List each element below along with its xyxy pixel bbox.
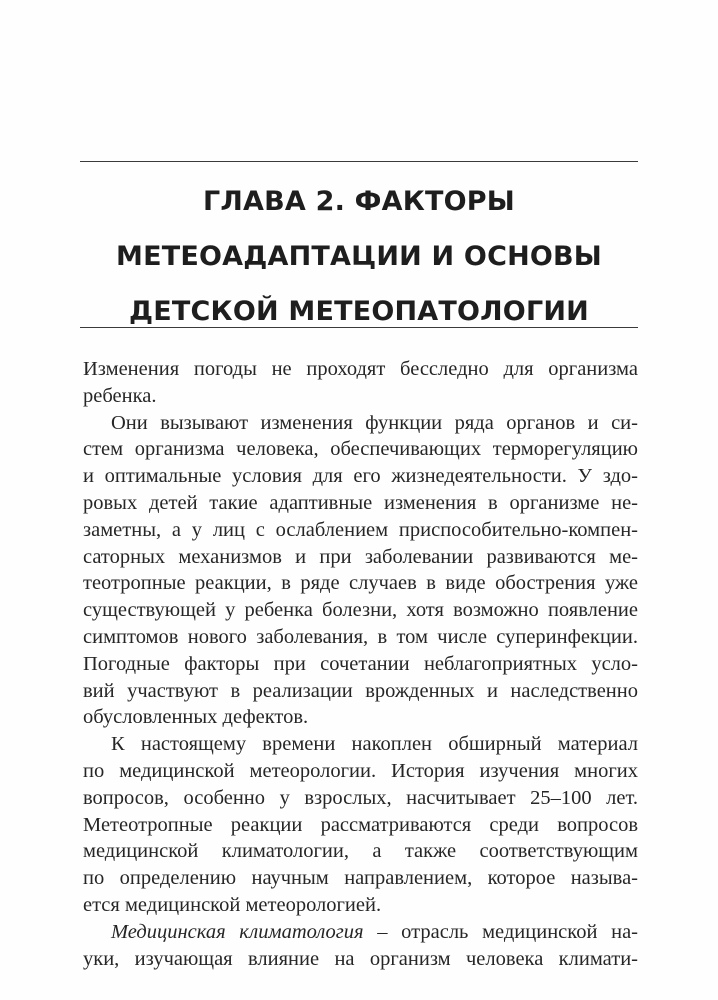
text-line: по определению научным направлением, которое называ- bbox=[83, 867, 638, 890]
chapter-heading-line: ДЕТСКОЙ МЕТЕОПАТОЛОГИИ bbox=[129, 296, 589, 327]
paragraph-4 bbox=[83, 919, 638, 973]
paragraph-1 bbox=[83, 356, 638, 410]
heading-top-rule bbox=[80, 161, 638, 162]
chapter-heading-line: ГЛАВА 2. ФАКТОРЫ bbox=[203, 186, 515, 217]
heading-bottom-rule bbox=[80, 327, 638, 328]
text-line: теотропные реакции, в ряде случаев в виде обострения уже bbox=[83, 572, 638, 595]
text-line: стем организма человека, обеспечивающих терморегуляцию bbox=[83, 438, 638, 461]
text-fragment: – отрасль медицинской на- bbox=[363, 920, 638, 943]
chapter-heading bbox=[80, 174, 638, 339]
text-line: существующей у ребенка болезни, хотя возможно появление bbox=[83, 599, 638, 622]
text-line: ется медицинской метеорологией. bbox=[83, 893, 382, 916]
text-line: медицинской климатологии, а также соответствующим bbox=[83, 840, 638, 863]
body-text bbox=[83, 356, 638, 972]
text-line: симптомов нового заболевания, в том числе суперинфекции. bbox=[83, 625, 638, 648]
italic-term: Медицинская климатология bbox=[111, 920, 364, 943]
text-line: ребенка. bbox=[83, 384, 157, 407]
text-line bbox=[83, 919, 638, 946]
text-line: по медицинской метеорологии. История изучения многих bbox=[83, 759, 638, 782]
text-line: К настоящему времени накоплен обширный материал bbox=[111, 733, 638, 756]
paragraph-2 bbox=[83, 410, 638, 732]
text-line: Метеотропные реакции рассматриваются среди вопросов bbox=[83, 813, 638, 836]
text-line: Изменения погоды не проходят бесследно для организма bbox=[83, 358, 638, 380]
text-line: Они вызывают изменения функции ряда органов и си- bbox=[111, 411, 638, 434]
chapter-heading-line: МЕТЕОАДАПТАЦИИ И ОСНОВЫ bbox=[116, 241, 602, 272]
text-line: ровых детей такие адаптивные изменения в организме не- bbox=[83, 491, 638, 514]
paragraph-3 bbox=[83, 731, 638, 919]
text-line: Погодные факторы при сочетании неблагоприятных усло- bbox=[83, 652, 638, 675]
text-line: и оптимальные условия для его жизнедеятельности. У здо- bbox=[83, 465, 638, 488]
text-line: заметны, а у лиц с ослаблением приспособительно-компен- bbox=[83, 518, 638, 541]
text-line: вий участвуют в реализации врожденных и наследственно bbox=[83, 679, 638, 702]
text-line: уки, изучающая влияние на организм человека климати- bbox=[83, 947, 638, 970]
text-line: саторных механизмов и при заболевании развиваются ме- bbox=[83, 545, 638, 568]
text-line: вопросов, особенно у взрослых, насчитывает 25–100 лет. bbox=[83, 786, 638, 809]
text-line: обусловленных дефектов. bbox=[83, 706, 309, 729]
